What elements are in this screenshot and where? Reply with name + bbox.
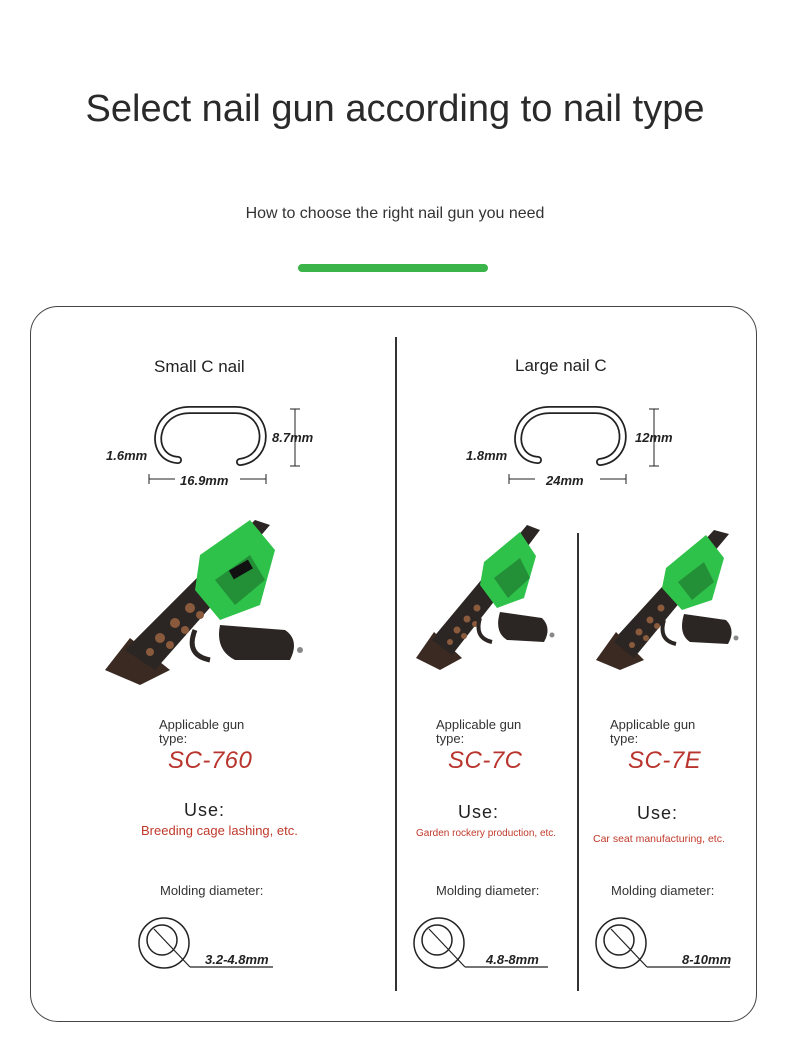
molding-diameter-label-1: Molding diameter:: [160, 883, 264, 898]
small-nail-title: Small C nail: [154, 357, 245, 376]
use-text-1: Breeding cage lashing, etc.: [141, 823, 298, 838]
gun-model-sc-7e: SC-7E: [628, 747, 702, 774]
small-nail-wire-dim: 1.6mm: [106, 448, 148, 463]
use-label-1: Use:: [184, 800, 226, 820]
molding-diameter-value-3: 8-10mm: [682, 952, 732, 967]
nail-gun-sc-7e-image: [594, 520, 739, 670]
gun-model-sc-760: SC-760: [168, 747, 253, 774]
page-title: Select nail gun according to nail type: [85, 88, 705, 130]
small-nail-height-dim: 8.7mm: [272, 430, 314, 445]
molding-diameter-value-2: 4.8-8mm: [486, 952, 539, 967]
gun-model-sc-7c: SC-7C: [448, 747, 523, 774]
applicable-gun-label-1: Applicable gun type:: [159, 717, 245, 746]
large-nail-width-dim: 24mm: [546, 473, 584, 488]
molding-diameter-label-2: Molding diameter:: [436, 883, 540, 898]
nail-gun-sc-760-image: [100, 510, 310, 685]
use-text-3: Car seat manufacturing, etc.: [593, 833, 725, 845]
use-text-2: Garden rockery production, etc.: [416, 828, 557, 839]
molding-diameter-value-1: 3.2-4.8mm: [205, 952, 269, 967]
page-subtitle: How to choose the right nail gun you need: [245, 205, 545, 222]
use-label-2: Use:: [458, 802, 500, 822]
column-divider-large: [577, 533, 579, 991]
molding-diameter-label-3: Molding diameter:: [611, 883, 715, 898]
use-label-3: Use:: [637, 803, 679, 823]
small-nail-width-dim: 16.9mm: [180, 473, 229, 488]
applicable-gun-label-3: Applicable gun type:: [610, 717, 696, 746]
applicable-gun-label-2: Applicable gun type:: [436, 717, 522, 746]
nail-gun-sc-7c-image: [412, 520, 557, 670]
large-nail-height-dim: 12mm: [635, 430, 673, 445]
accent-divider: [298, 264, 488, 272]
column-divider-main: [395, 337, 397, 991]
large-nail-wire-dim: 1.8mm: [466, 448, 508, 463]
large-nail-title: Large nail C: [515, 356, 607, 375]
